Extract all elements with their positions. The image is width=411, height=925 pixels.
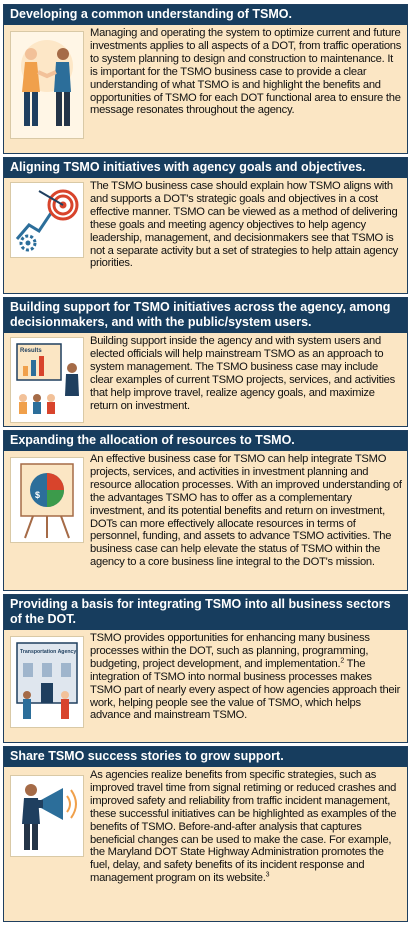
section-text: Building support inside the agency and with system users and elected officials will help mainstream TSMO as an approach to system management. The TSMO business case may include clear examples of current TSMO projects, services, and activities that help improve travel, realize agency goals, and maximize return on investment. <box>90 335 395 412</box>
section-resource-allocation <box>3 430 408 591</box>
section-title: Providing a basis for integrating TSMO into all business sectors of the DOT. <box>4 595 407 630</box>
section-aligning-goals <box>3 157 408 294</box>
budget-chart-icon <box>10 457 84 543</box>
section-text-part2: The integration of TSMO into normal business processes makes TSMO part of nearly every aspect of how agencies approach their work, helping people see the value of TSMO, which helps advance and mainstream TSMO. <box>90 657 401 722</box>
section-text <box>90 769 402 885</box>
handshake-icon <box>10 31 84 139</box>
megaphone-icon <box>10 775 84 857</box>
footnote-ref[interactable]: 2 <box>340 657 344 665</box>
section-title: Developing a common understanding of TSMO. <box>4 5 407 25</box>
presentation-icon <box>10 337 84 423</box>
section-text <box>90 632 402 722</box>
footnote-ref[interactable]: 3 <box>265 871 270 879</box>
section-success-stories <box>3 746 408 922</box>
dollar-label: $ <box>35 490 41 500</box>
agency-building-icon <box>10 636 84 728</box>
target-icon <box>10 182 84 258</box>
section-business-sectors <box>3 594 408 743</box>
section-text-body: As agencies realize benefits from specific strategies, such as improved travel time from signal retiming or reduced crashes and improved safety and reliability from traffic incident management, these successful initiatives can be highlighted as examples of the benefits of TSMO. Before-and-after analysis that captures beneficial changes can be used to make the case. For example, the Maryland DOT State Highway Administration promotes the fuel, delay, and safety benefits of its incident response and management program on its website. <box>90 769 397 885</box>
section-building-support <box>3 297 408 427</box>
section-text: The TSMO business case should explain how TSMO aligns with and supports a DOT's strategic goals and objectives in a cost effective manner. TSMO can be viewed as a method of delivering these goals and meeting agency objectives to help agency leadership, management, and decisionmakers see that TSMO is not a separate activity but a set of strategies to help attain agency priorities. <box>90 180 399 270</box>
section-common-understanding <box>3 4 408 154</box>
results-label: Results <box>20 348 42 354</box>
section-text: An effective business case for TSMO can help integrate TSMO projects, services, and activities in investment planning and resource allocation processes. With an improved understanding of the advantages TSMO has to offer as a complementary investment, and its potential benefits and return on investment, DOTs can more effectively allocate resources in terms of personnel, funding, and assets to advance TSMO activities. The business case can help elevate the status of TSMO within the agency to a core business line integral to the DOT's mission. <box>90 453 402 569</box>
agency-label: Transportation Agency <box>20 649 77 655</box>
section-title: Share TSMO success stories to grow support. <box>4 747 407 767</box>
section-title: Aligning TSMO initiatives with agency goals and objectives. <box>4 158 407 178</box>
section-title: Building support for TSMO initiatives across the agency, among decisionmakers, and with the public/system users. <box>4 298 407 333</box>
section-text-part1: TSMO provides opportunities for enhancing many business processes within the DOT, such as planning, programming, budgeting, project development, and implementation. <box>90 632 370 670</box>
section-title: Expanding the allocation of resources to TSMO. <box>4 431 407 451</box>
section-text: Managing and operating the system to optimize current and future investments applies to all aspects of a DOT, from traffic operations to system planning to design and construction to maintenance. It is important for the TSMO business case to provide a clear understanding of what TSMO is and highlight the benefits and opportunities of TSMO for each DOT functional area to ensure the message resonates throughout the agency. <box>90 27 402 117</box>
